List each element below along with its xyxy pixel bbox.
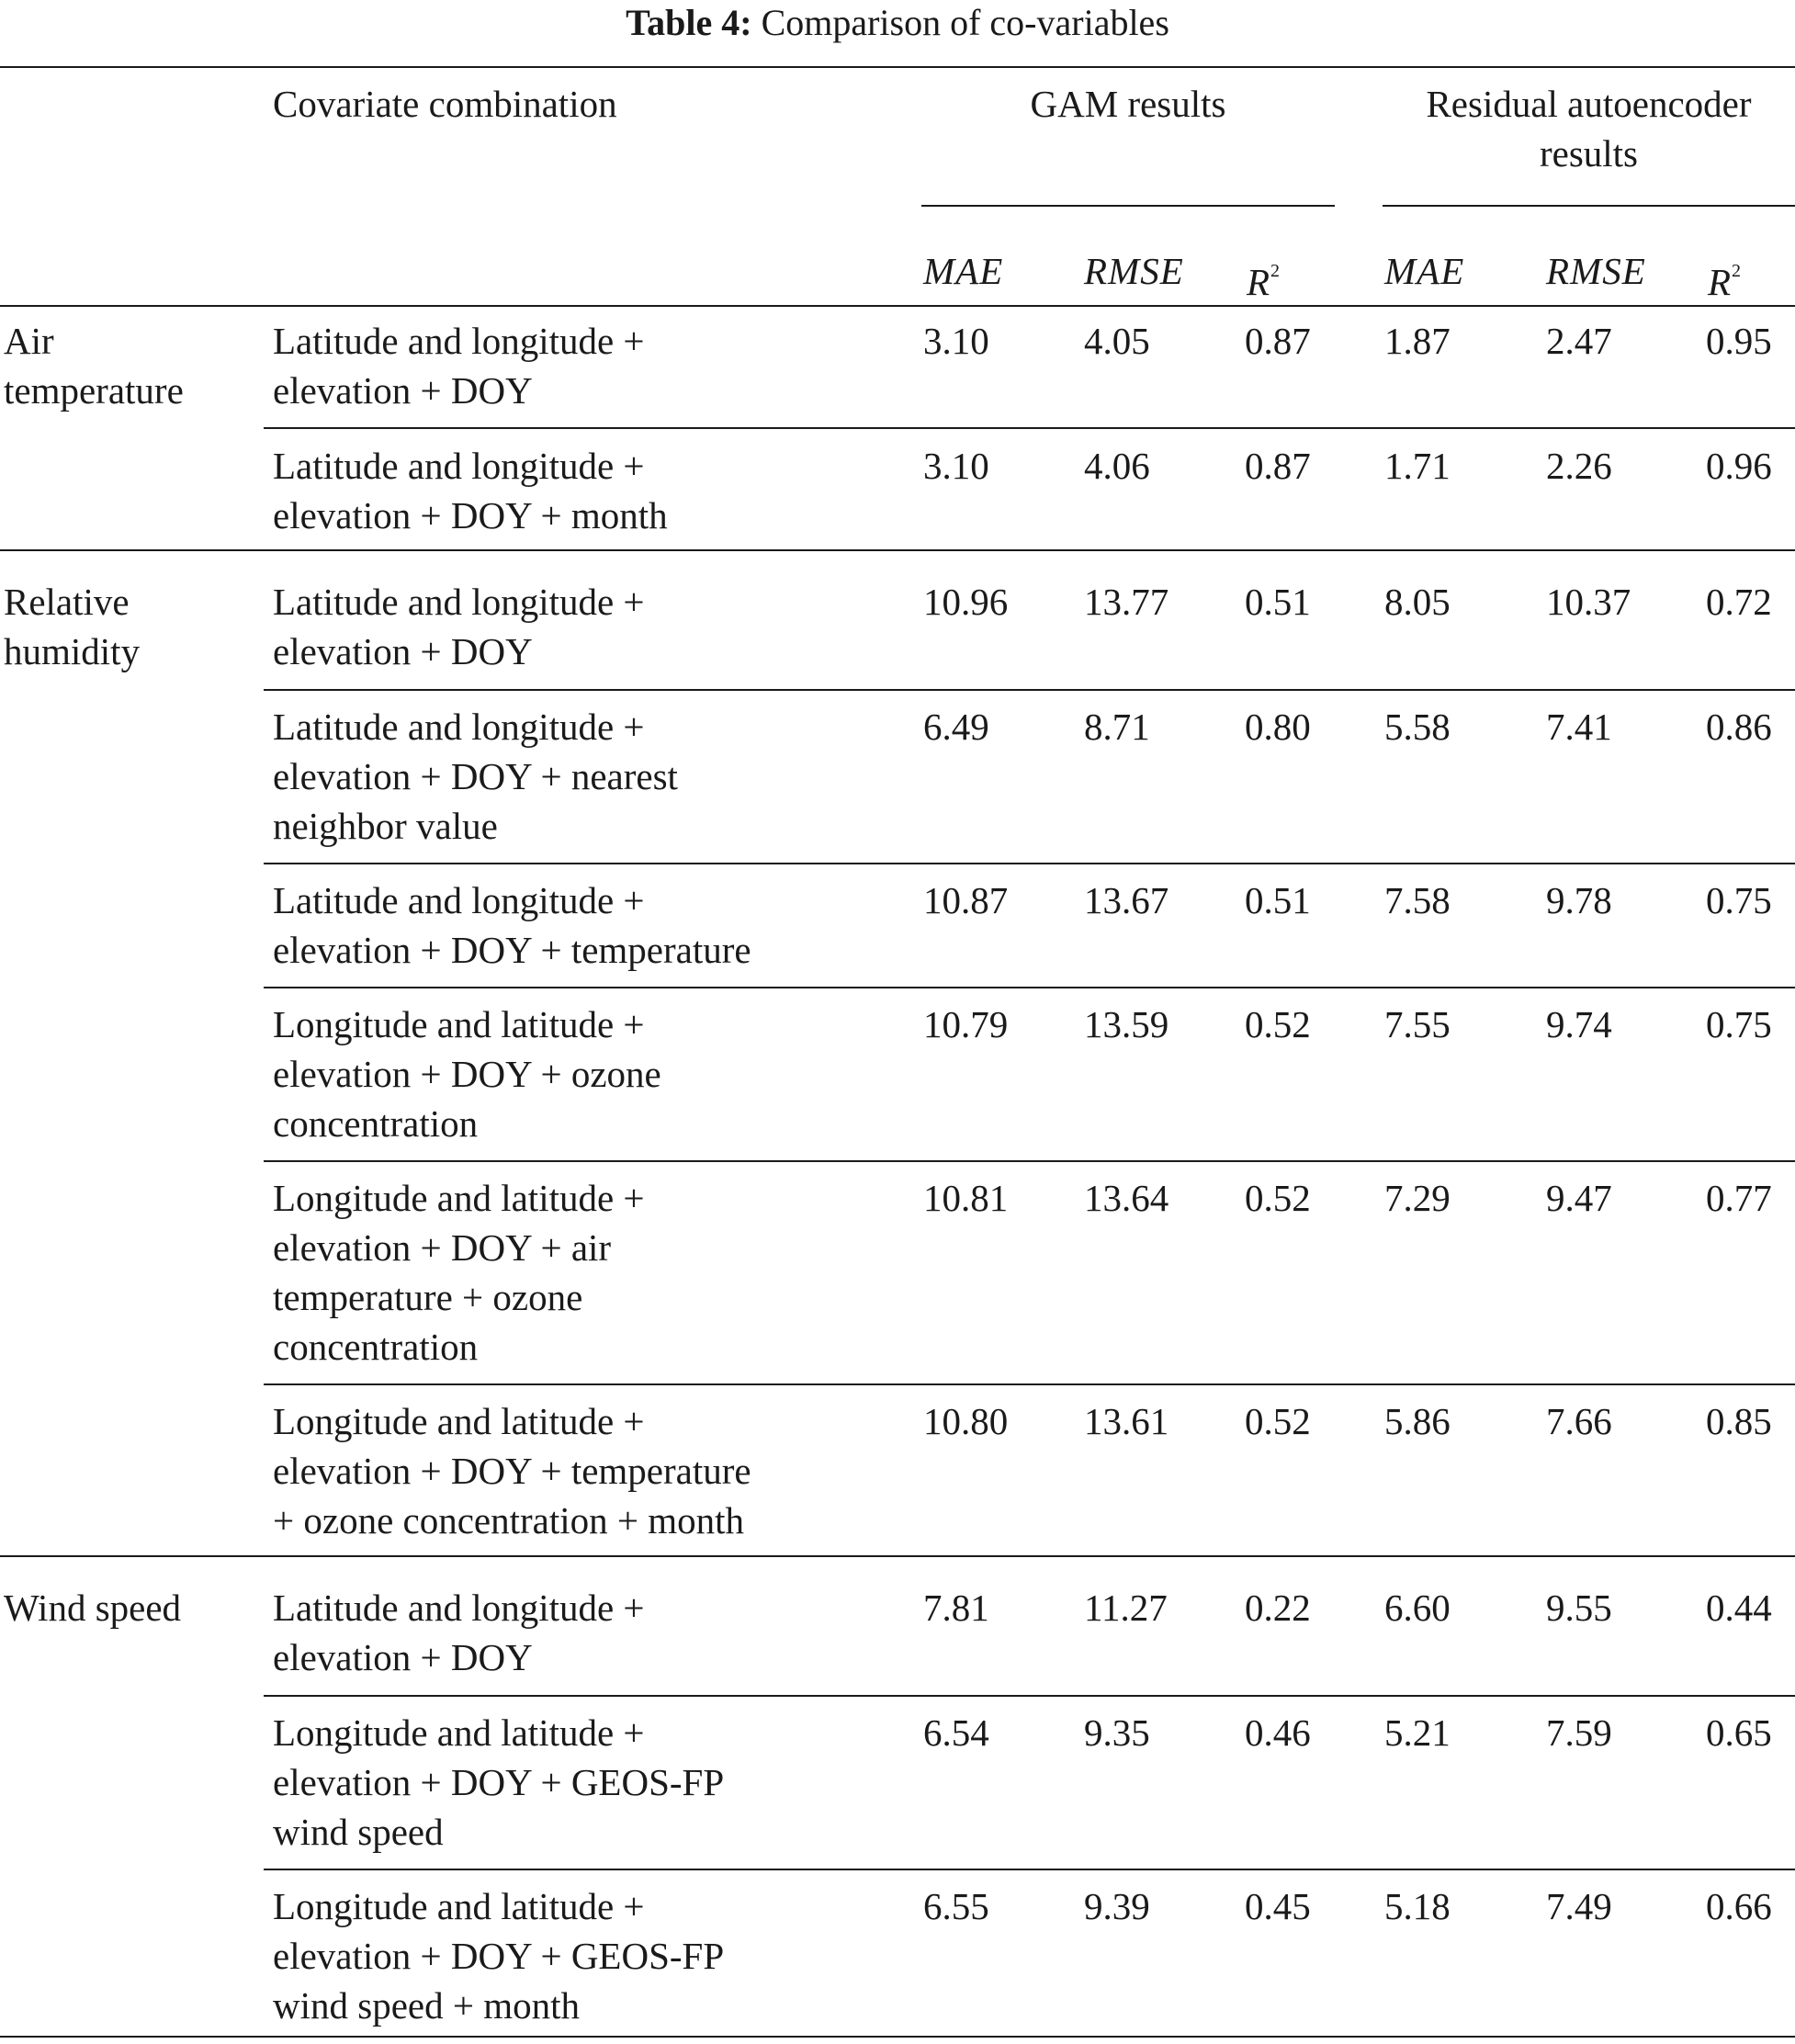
top-rule <box>0 66 1795 68</box>
gam-rmse-cell: 13.61 <box>1084 1400 1169 1442</box>
ae-rmse-cell: 9.78 <box>1546 879 1612 921</box>
row-divider <box>264 689 1795 691</box>
gam-group-rule <box>921 205 1335 207</box>
group-rule <box>0 1555 1795 1557</box>
ae-r2-cell: 0.85 <box>1706 1400 1772 1442</box>
gam-mae-cell: 3.10 <box>923 320 989 362</box>
ae-rmse-cell: 7.41 <box>1546 706 1612 748</box>
group-label-relative-humidity-line1: Relative <box>4 581 130 623</box>
group-label-wind-speed: Wind speed <box>4 1587 182 1629</box>
header-ae-r2: $R^2$ <box>1708 261 1743 303</box>
ae-rmse-cell: 2.26 <box>1546 445 1612 487</box>
covariate-line: Latitude and longitude + <box>273 1587 645 1629</box>
ae-group-rule <box>1383 205 1795 207</box>
ae-rmse-cell: 9.74 <box>1546 1003 1612 1045</box>
covariate-line: elevation + DOY <box>273 369 533 412</box>
gam-rmse-cell: 9.35 <box>1084 1711 1150 1754</box>
gam-r2-cell: 0.52 <box>1245 1177 1311 1219</box>
header-gam-rmse: RMSE <box>1084 250 1184 292</box>
gam-rmse-cell: 9.39 <box>1084 1885 1150 1927</box>
gam-mae-cell: 10.79 <box>923 1003 1009 1045</box>
gam-rmse-cell: 8.71 <box>1084 706 1150 748</box>
gam-rmse-cell: 13.64 <box>1084 1177 1169 1219</box>
gam-r2-cell: 0.87 <box>1245 320 1311 362</box>
row-divider <box>264 1160 1795 1162</box>
covariate-line: Latitude and longitude + <box>273 706 645 748</box>
gam-r2-cell: 0.51 <box>1245 879 1311 921</box>
covariate-line: + ozone concentration + month <box>273 1499 745 1541</box>
gam-r2-cell: 0.52 <box>1245 1003 1311 1045</box>
gam-mae-cell: 10.81 <box>923 1177 1009 1219</box>
ae-rmse-cell: 7.59 <box>1546 1711 1612 1754</box>
ae-rmse-cell: 2.47 <box>1546 320 1612 362</box>
covariate-line: Latitude and longitude + <box>273 320 645 362</box>
caption-text: Comparison of co-variables <box>761 2 1169 43</box>
ae-mae-cell: 7.29 <box>1384 1177 1451 1219</box>
covariate-line: Latitude and longitude + <box>273 879 645 921</box>
covariate-line: Longitude and latitude + <box>273 1885 645 1927</box>
group-label-air-temperature-line2: temperature <box>4 369 184 412</box>
covariate-line: concentration <box>273 1326 479 1368</box>
header-gam-mae: MAE <box>923 250 1004 292</box>
gam-r2-cell: 0.80 <box>1245 706 1311 748</box>
covariate-line: Longitude and latitude + <box>273 1711 645 1754</box>
covariate-line: elevation + DOY + GEOS-FP <box>273 1761 725 1803</box>
covariate-line: Longitude and latitude + <box>273 1177 645 1219</box>
gam-mae-cell: 6.54 <box>923 1711 989 1754</box>
row-divider <box>264 1695 1795 1697</box>
ae-rmse-cell: 9.55 <box>1546 1587 1612 1629</box>
gam-rmse-cell: 11.27 <box>1084 1587 1168 1629</box>
ae-r2-cell: 0.44 <box>1706 1587 1772 1629</box>
header-ae-rmse: RMSE <box>1546 250 1646 292</box>
covariate-line: Longitude and latitude + <box>273 1400 645 1442</box>
ae-mae-cell: 1.87 <box>1384 320 1451 362</box>
ae-r2-cell: 0.95 <box>1706 320 1772 362</box>
row-divider <box>264 1383 1795 1385</box>
gam-mae-cell: 7.81 <box>923 1587 989 1629</box>
covariate-line: elevation + DOY + temperature <box>273 1450 751 1492</box>
ae-mae-cell: 5.86 <box>1384 1400 1451 1442</box>
group-label-relative-humidity-line2: humidity <box>4 630 141 672</box>
covariate-line: elevation + DOY + month <box>273 494 668 536</box>
ae-mae-cell: 5.58 <box>1384 706 1451 748</box>
ae-mae-cell: 7.55 <box>1384 1003 1451 1045</box>
header-residual-line2: results <box>1539 132 1639 175</box>
ae-rmse-cell: 7.49 <box>1546 1885 1612 1927</box>
gam-rmse-cell: 13.67 <box>1084 879 1169 921</box>
group-rule <box>0 549 1795 551</box>
covariate-line: temperature + ozone <box>273 1276 583 1318</box>
header-ae-mae: MAE <box>1384 250 1465 292</box>
ae-r2-cell: 0.75 <box>1706 1003 1772 1045</box>
ae-rmse-cell: 7.66 <box>1546 1400 1612 1442</box>
gam-mae-cell: 10.96 <box>923 581 1009 623</box>
caption-label: Table 4: <box>626 2 752 43</box>
ae-r2-cell: 0.96 <box>1706 445 1772 487</box>
row-divider <box>264 987 1795 988</box>
gam-r2-cell: 0.87 <box>1245 445 1311 487</box>
gam-rmse-cell: 13.77 <box>1084 581 1169 623</box>
header-gam-r2: $R^2$ <box>1247 261 1281 303</box>
ae-mae-cell: 5.21 <box>1384 1711 1451 1754</box>
gam-r2-cell: 0.51 <box>1245 581 1311 623</box>
header-residual-line1: Residual autoencoder <box>1426 83 1752 125</box>
ae-r2-cell: 0.86 <box>1706 706 1772 748</box>
covariate-line: wind speed <box>273 1811 444 1853</box>
gam-mae-cell: 6.55 <box>923 1885 989 1927</box>
covariate-line: elevation + DOY + ozone <box>273 1053 661 1095</box>
gam-rmse-cell: 13.59 <box>1084 1003 1169 1045</box>
bottom-rule <box>0 2036 1795 2038</box>
gam-r2-cell: 0.46 <box>1245 1711 1311 1754</box>
covariate-line: concentration <box>273 1102 479 1145</box>
ae-r2-cell: 0.77 <box>1706 1177 1772 1219</box>
gam-r2-cell: 0.45 <box>1245 1885 1311 1927</box>
covariate-line: neighbor value <box>273 805 498 847</box>
gam-r2-cell: 0.52 <box>1245 1400 1311 1442</box>
ae-rmse-cell: 10.37 <box>1546 581 1631 623</box>
covariate-line: elevation + DOY <box>273 630 533 672</box>
gam-rmse-cell: 4.06 <box>1084 445 1150 487</box>
ae-rmse-cell: 9.47 <box>1546 1177 1612 1219</box>
row-divider <box>264 427 1795 429</box>
ae-mae-cell: 5.18 <box>1384 1885 1451 1927</box>
covariate-line: Latitude and longitude + <box>273 445 645 487</box>
ae-mae-cell: 7.58 <box>1384 879 1451 921</box>
gam-r2-cell: 0.22 <box>1245 1587 1311 1629</box>
ae-r2-cell: 0.65 <box>1706 1711 1772 1754</box>
gam-mae-cell: 6.49 <box>923 706 989 748</box>
ae-r2-cell: 0.72 <box>1706 581 1772 623</box>
covariate-line: Longitude and latitude + <box>273 1003 645 1045</box>
gam-rmse-cell: 4.05 <box>1084 320 1150 362</box>
row-divider <box>264 1869 1795 1870</box>
ae-mae-cell: 6.60 <box>1384 1587 1451 1629</box>
group-label-air-temperature-line1: Air <box>4 320 54 362</box>
table-caption <box>0 0 1795 48</box>
covariate-line: elevation + DOY + nearest <box>273 755 678 797</box>
ae-mae-cell: 1.71 <box>1384 445 1451 487</box>
row-divider <box>264 863 1795 864</box>
gam-mae-cell: 10.87 <box>923 879 1009 921</box>
header-covariate: Covariate combination <box>273 83 617 125</box>
covariate-line: elevation + DOY + temperature <box>273 929 751 971</box>
gam-mae-cell: 10.80 <box>923 1400 1009 1442</box>
covariate-line: elevation + DOY + GEOS-FP <box>273 1935 725 1977</box>
ae-mae-cell: 8.05 <box>1384 581 1451 623</box>
header-gam: GAM results <box>1030 83 1226 125</box>
ae-r2-cell: 0.75 <box>1706 879 1772 921</box>
ae-r2-cell: 0.66 <box>1706 1885 1772 1927</box>
covariate-line: elevation + DOY + air <box>273 1226 612 1269</box>
gam-mae-cell: 3.10 <box>923 445 989 487</box>
covariate-line: wind speed + month <box>273 1984 581 2027</box>
header-rule <box>0 305 1795 307</box>
covariate-line: Latitude and longitude + <box>273 581 645 623</box>
covariate-line: elevation + DOY <box>273 1636 533 1678</box>
